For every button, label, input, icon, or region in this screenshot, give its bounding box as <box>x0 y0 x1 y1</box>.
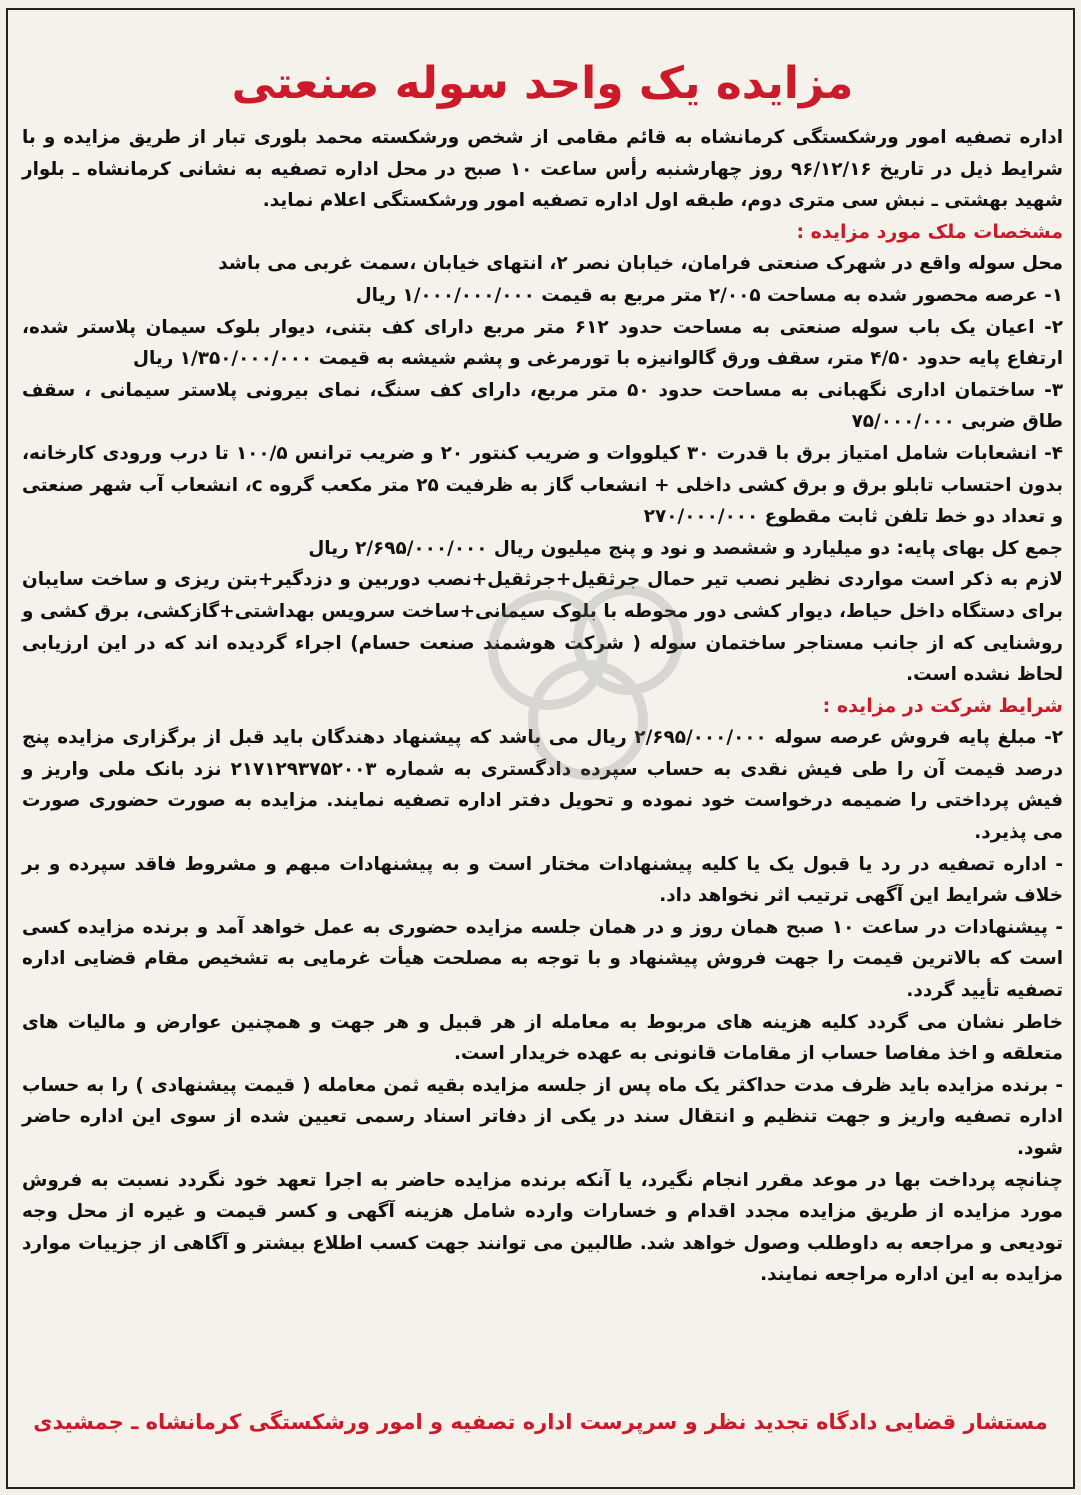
notice-title: مزایده یک واحد سوله صنعتی <box>231 58 854 109</box>
property-item-4: ۴- انشعابات شامل امتیاز برق با قدرت ۳۰ کیلووات و ضریب کنتور ۲۰ و ضریب ترانس ۱۰۰/۵ تا درب ورودی کارخانه، بدون احتساب تابلو برق و برق کشی داخلی + انشعاب گاز به ظرفیت ۲۵ متر مکعب گروه c، انشعاب آب شهر صنعتی و تعداد دو خط تلفن ثابت مقطوع ۲۷۰/۰۰۰/۰۰۰ <box>22 442 1064 528</box>
signature-line: مستشار قضایی دادگاه تجدید نظر و سرپرست اداره تصفیه و امور ورشکستگی کرمانشاه ـ جمشیدی <box>33 1410 1048 1434</box>
property-heading: مشخصات ملک مورد مزایده : <box>796 220 1063 243</box>
notice-body <box>22 122 1063 1291</box>
conditions-heading: شرایط شرکت در مزایده : <box>822 694 1063 717</box>
condition-2: - اداره تصفیه در رد یا قبول یک یا کلیه پیشنهادات مختار است و به پیشنهادات مبهم و مشروط فاقد سپرده و بر خلاف شرایط این آگهی ترتیب اثر نخواهد داد. <box>22 853 1063 907</box>
auction-notice <box>6 8 1075 1489</box>
property-item-1: ۱- عرصه محصور شده به مساحت ۲/۰۰۵ متر مربع به قیمت ۱/۰۰۰/۰۰۰/۰۰۰ ریال <box>355 284 1063 306</box>
total-base-price: جمع کل بهای پایه: دو میلیارد و ششصد و نود و پنج میلیون ریال ۲/۶۹۵/۰۰۰/۰۰۰ ریال <box>308 537 1063 559</box>
condition-5: - برنده مزایده باید ظرف مدت حداکثر یک ماه پس از جلسه مزایده بقیه ثمن معامله ( قیمت پیشنهادی ) را به حساب اداره تصفیه واریز و جهت تنظیم و انتقال سند در یکی از دفاتر اسناد رسمی تعیین شده از سوی این اداره حاضر شود. <box>22 1074 1063 1159</box>
property-item-2: ۲- اعیان یک باب سوله صنعتی به مساحت حدود ۶۱۲ متر مربع دارای کف بتنی، دیوار بلوک سیمان پلاستر شده، ارتفاع پایه حدود ۴/۵۰ متر، سقف ورق گالوانیزه با تورمرغی و پشم شیشه به قیمت ۱/۳۵۰/۰۰۰/۰۰۰ ریال <box>22 316 1063 370</box>
condition-6: چنانچه پرداخت بها در موعد مقرر انجام نگیرد، یا آنکه برنده مزایده حاضر به اجرا تعهد خود نگردد نسبت به فروش مورد مزایده از طریق مزایده مجدد اقدام و خسارات وارده شامل هزینه آگهی و کسر قیمت و غیره از محل وجه تودیعی و مراجعه به داوطلب وصول خواهد شد. طالبین می توانند جهت کسب اطلاع بیشتر و آگاهی از جزییات موارد مزایده به این اداره مراجعه نمایند. <box>22 1169 1063 1286</box>
condition-4: خاطر نشان می گردد کلیه هزینه های مربوط به معامله از هر قبیل و هر جهت و همچنین عوارض و مالیات های متعلقه و اخذ مفاصا حساب از مقامات قانونی به عهده خریدار است. <box>22 1011 1063 1065</box>
property-note: لازم به ذکر است مواردی نظیر نصب تیر حمال جرثقیل+جرثقیل+نصب دوربین و دزدگیر+بتن ریزی و ساخت سایبان برای دستگاه داخل حیاط، دیوار کشی دور محوطه با بلوک سیمانی+ساخت سرویس بهداشتی+گازکشی، برق کشی و روشنایی که از جانب مستاجر ساختمان سوله ( شرکت هوشمند صنعت حسام) اجراء گردیده اند که در این ارزیابی لحاظ نشده است. <box>22 569 1063 686</box>
property-location: محل سوله واقع در شهرک صنعتی فرامان، خیابان نصر ۲، انتهای خیابان ،سمت غربی می باشد <box>218 253 1063 275</box>
condition-1: ۲- مبلغ پایه فروش عرصه سوله ۲/۶۹۵/۰۰۰/۰۰۰ ریال می باشد که پیشنهاد دهندگان باید قبل از برگزاری مزایده پنج درصد قیمت آن را طی فیش نقدی به حساب سپرده دادگستری به شماره ۲۱۷۱۲۹۳۷۵۲۰۰۳ نزد بانک ملی واریز و فیش پرداختی را ضمیمه درخواست خود نموده و تحویل دفتر اداره تصفیه نمایند. مزایده به صورت حضوری صورت می پذیرد. <box>22 727 1063 844</box>
condition-3: - پیشنهادات در ساعت ۱۰ صبح همان روز و در همان جلسه مزایده حضوری به عمل خواهد آمد و برنده مزایده کسی است که بالاترین قیمت را جهت فروش پیشنهاد و با توجه به مصلحت هیأت غرمایی به تشخیص مقام قضایی اداره تصفیه تأیید گردد. <box>22 916 1063 1002</box>
property-item-3: ۳- ساختمان اداری نگهبانی به مساحت حدود ۵۰ متر مربع، دارای کف سنگ، نمای بیرونی پلاستر سیمانی ، سقف طاق ضربی ۷۵/۰۰۰/۰۰۰ <box>22 379 1064 433</box>
intro-paragraph: اداره تصفیه امور ورشکستگی کرمانشاه به قائم مقامی از شخص ورشکسته محمد بلوری تبار از طریق مزایده و با شرایط ذیل در تاریخ ۹۶/۱۲/۱۶ روز چهارشنبه رأس ساعت ۱۰ صبح در محل اداره تصفیه به نشانی کرمانشاه ـ بلوار شهید بهشتی ـ نبش سی متری دوم، طبقه اول اداره تصفیه امور ورشکستگی اعلام نماید. <box>22 127 1063 212</box>
